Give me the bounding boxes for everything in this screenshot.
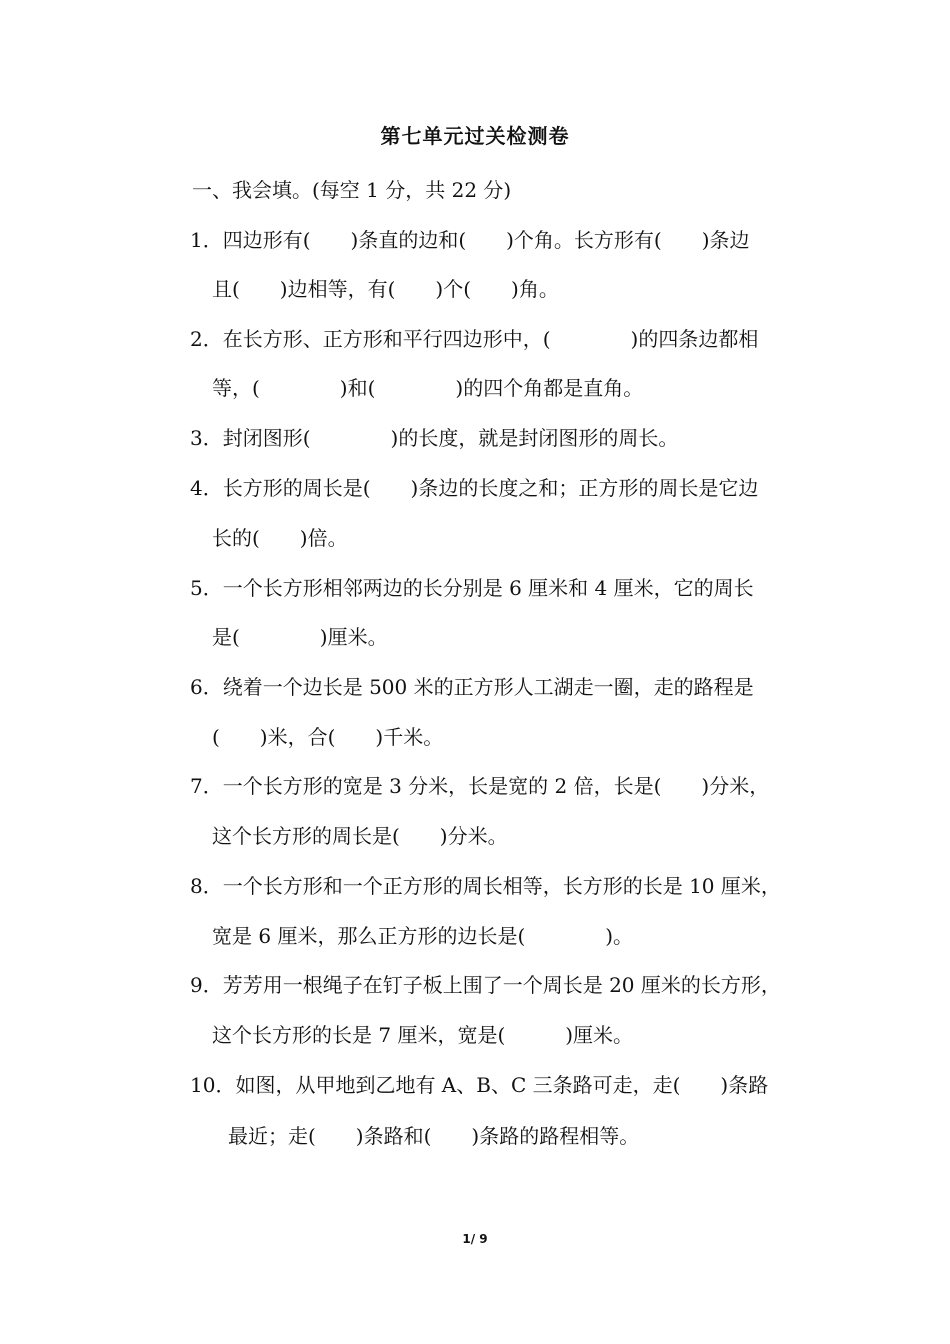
page-number: 1/ 9 [462, 1232, 488, 1246]
question-8-line-1: 8．一个长方形和一个正方形的周长相等，长方形的长是 10 厘米， [190, 874, 781, 898]
question-7-line-2: 这个长方形的周长是( )分米。 [212, 824, 508, 848]
question-10-line-2: 最近；走( )条路和( )条路的路程相等。 [228, 1124, 640, 1148]
question-5-line-1: 5．一个长方形相邻两边的长分别是 6 厘米和 4 厘米，它的周长 [190, 576, 754, 600]
section-heading: 一、我会填。(每空 1 分，共 22 分) [192, 178, 512, 202]
question-7-line-1: 7．一个长方形的宽是 3 分米，长是宽的 2 倍，长是( )分米， [190, 774, 770, 798]
question-1-line-1: 1．四边形有( )条直的边和( )个角。长方形有( )条边 [190, 228, 750, 252]
question-6-line-1: 6．绕着一个边长是 500 米的正方形人工湖走一圈，走的路程是 [190, 675, 754, 699]
question-9-line-2: 这个长方形的长是 7 厘米，宽是( )厘米。 [212, 1023, 634, 1047]
question-3-line-1: 3．封闭图形( )的长度，就是封闭图形的周长。 [190, 426, 679, 450]
question-10-line-1: 10．如图，从甲地到乙地有 A、B、C 三条路可走，走( )条路 [190, 1073, 769, 1097]
question-4-line-2: 长的( )倍。 [212, 526, 348, 550]
question-2-line-2: 等，( )和( )的四个角都是直角。 [212, 376, 644, 400]
page-title: 第七单元过关检测卷 [380, 124, 570, 148]
question-4-line-1: 4．长方形的周长是( )条边的长度之和；正方形的周长是它边 [190, 476, 759, 500]
question-6-line-2: ( )米，合( )千米。 [212, 725, 444, 749]
question-8-line-2: 宽是 6 厘米，那么正方形的边长是( )。 [212, 924, 634, 948]
question-5-line-2: 是( )厘米。 [212, 625, 388, 649]
question-2-line-1: 2．在长方形、正方形和平行四边形中，( )的四条边都相 [190, 327, 759, 351]
question-9-line-1: 9．芳芳用一根绳子在钉子板上围了一个周长是 20 厘米的长方形， [190, 973, 781, 997]
question-1-line-2: 且( )边相等，有( )个( )角。 [212, 277, 559, 301]
